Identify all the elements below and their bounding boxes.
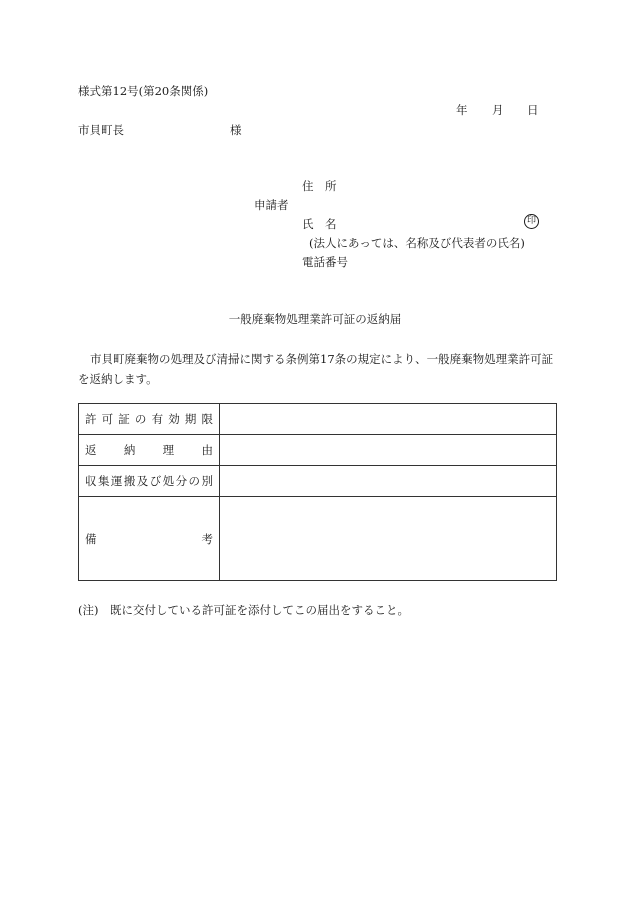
row-label-reason: 返納理由: [79, 435, 220, 466]
row-value-remarks[interactable]: [220, 497, 557, 581]
date-day: 日: [527, 103, 539, 117]
date-line: [0, 105, 630, 119]
corporation-note: (法人にあっては、名称及び代表者の氏名): [309, 236, 525, 250]
addressee: 市貝町長: [78, 123, 124, 137]
info-table: [78, 403, 557, 581]
row-label-validity: 許可証の有効期限: [79, 404, 220, 435]
row-label-remarks: 備考: [79, 497, 220, 581]
document-title: 一般廃棄物処理業許可証の返納届: [228, 312, 402, 326]
address-label: 住 所: [302, 179, 337, 193]
applicant-label: 申請者: [254, 198, 289, 212]
seal-mark: 印: [524, 214, 539, 229]
row-value-category[interactable]: [220, 466, 557, 497]
table-row: [79, 435, 557, 466]
row-value-reason[interactable]: [220, 435, 557, 466]
body-text: 市貝町廃棄物の処理及び清掃に関する条例第17条の規定により、一般廃棄物処理業許可証を返納します。: [78, 352, 554, 386]
date-month: 月: [492, 103, 504, 117]
honorific: 様: [230, 123, 242, 137]
phone-label: 電話番号: [302, 255, 348, 269]
date-year: 年: [456, 103, 468, 117]
footnote: (注) 既に交付している許可証を添付してこの届出をすること。: [78, 603, 409, 617]
form-number: 様式第12号(第20条関係): [78, 84, 209, 98]
table-row: [79, 404, 557, 435]
row-label-category: 収集運搬及び処分の別: [79, 466, 220, 497]
table-row: [79, 466, 557, 497]
row-value-validity[interactable]: [220, 404, 557, 435]
table-row: [79, 497, 557, 581]
name-label: 氏 名: [302, 217, 337, 231]
